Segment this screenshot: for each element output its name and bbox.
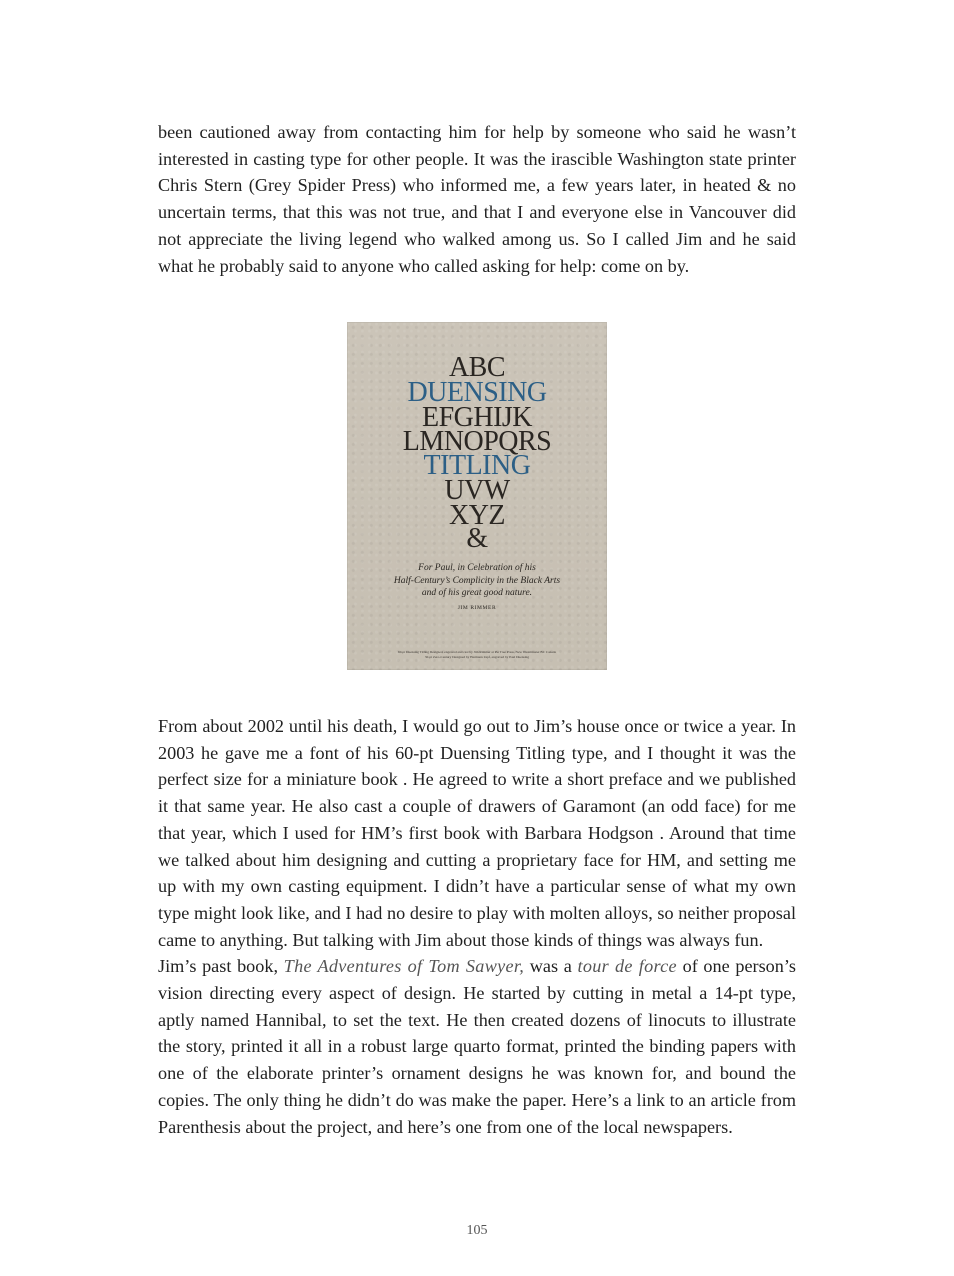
paragraph — [158, 953, 796, 1140]
body-paragraph-top — [158, 119, 796, 279]
dedication-line: For Paul, in Celebration of his — [418, 563, 536, 573]
book-cover-image — [347, 322, 607, 670]
colophon-line: 60-pt Duensing Titling Designed, engraved and cast by Jim Rimmer at Pie Tree Press, New Westminster BC Canada — [398, 650, 556, 654]
dedication-line: Half-Century’s Complicity in the Black Arts — [393, 575, 561, 586]
page-number: 105 — [466, 1223, 488, 1238]
italic-phrase: tour de force — [577, 956, 677, 977]
body-paragraphs-bottom — [158, 713, 796, 1140]
book-title: The Adventures of Tom Sawyer, — [283, 956, 525, 977]
cover-title-line: LMNOPQRS — [402, 426, 552, 457]
cover-dedication — [347, 562, 607, 600]
cover-title-line: UVW — [444, 475, 510, 506]
cover-title-line: ABC — [448, 352, 506, 383]
paragraph: been cautioned away from contacting him for help by someone who said he wasn’t interested in casting type for other people. It was the irascible Washington state printer Chris Stern (Grey Spider Press) who informed me, a few years later, in heated & no uncertain terms, that this was not true, and that I and everyone else in Vancouver did not appreciate the living legend who walked among us. So I called Jim and he said what he probably said to anyone who called asking for help: come on by. — [158, 122, 796, 276]
cover-title-line: XYZ — [448, 500, 506, 531]
cover-title-line-blue: DUENSING — [407, 377, 547, 408]
cover-ampersand: & — [466, 523, 488, 554]
paragraph: From about 2002 until his death, I would go out to Jim’s house once or twice a year. In 2003 he gave me a font of his 60-pt Duensing Titling type, and I thought it was the perfect size for a miniature book . He agreed to write a short preface and we published it that same year. He also cast a couple of drawers of Garamont (an odd face) for me that year, which I used for HM’s first book with Barbara Hodgson . Around that time we talked about him designing and cutting a proprietary face for HM, and setting me up with my own casting equipment. I didn’t have a particular sense of what my own type might look like, and I had no desire to play with molten alloys, so neither proposal came to anything. But talking with Jim about those kinds of things was always fun. — [158, 716, 796, 950]
dedication-line: and of his great good nature. — [421, 588, 533, 598]
text-run: Jim’s past book, — [158, 956, 284, 977]
text-run: of one person’s vision directing every aspect of design. He started by cutting in metal a 14-pt type, aptly named Hannibal, to set the text. He then created dozens of linocuts to illustrate the story, printed it all in a robust large quarto format, printed the binding papers with one of the elaborate printer’s ornament designs he was known for, and bound the copies. The only thing he didn’t do was make the paper. Here’s a link to an article from Parenthesis about the project, and here’s one from one of the local newspapers. — [158, 956, 796, 1137]
colophon-line: 30-pt Zero-Century Designed by Hermann Zapf, engraved by Paul Duensing — [424, 655, 530, 659]
cover-colophon — [353, 650, 601, 660]
text-run: was a — [524, 956, 578, 977]
cover-author: JIM RIMMER — [457, 605, 497, 611]
cover-title-line: EFGHIJK — [421, 402, 533, 433]
cover-title-line-blue: TITLING — [423, 450, 531, 481]
